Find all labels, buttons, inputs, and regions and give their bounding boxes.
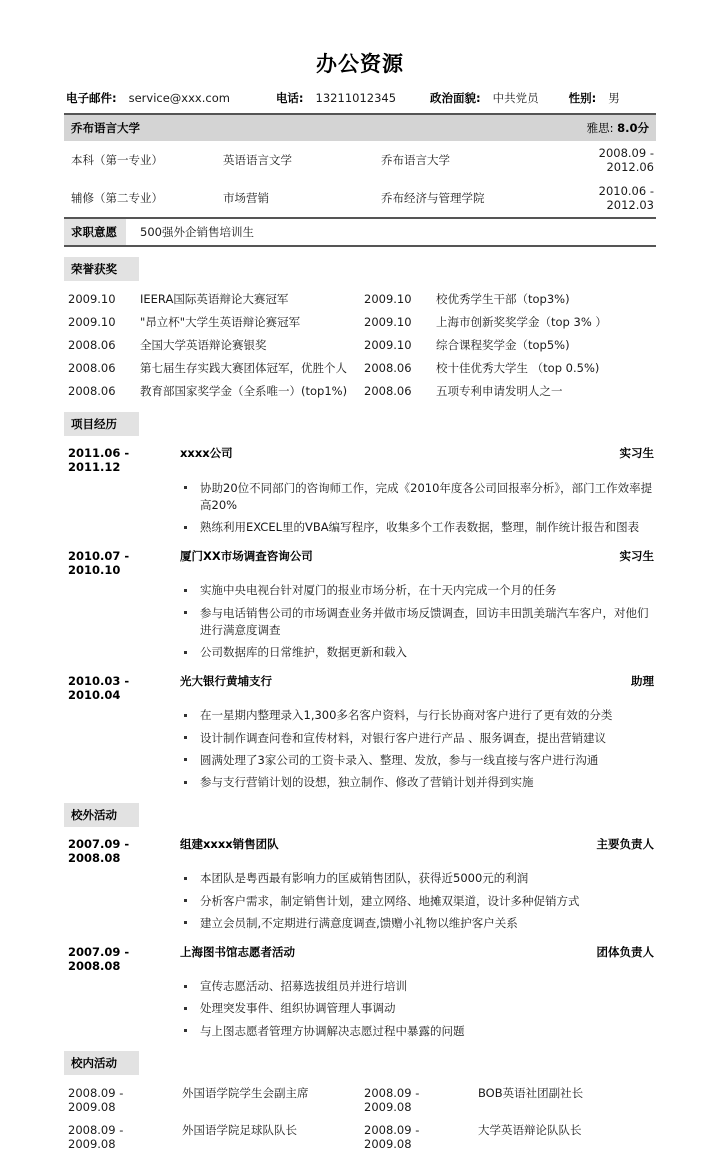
list-item: 参与支行营销计划的设想，独立制作、修改了营销计划并得到实施 xyxy=(64,772,656,794)
list-item: 建立会员制,不定期进行满意度调查,馈赠小礼物以维护客户关系 xyxy=(64,912,656,934)
experience-organization: 光大银行黄埔支行 xyxy=(180,673,272,688)
school-name: 乔布语言大学 xyxy=(71,121,140,135)
list-item xyxy=(64,333,360,356)
award-date: 2008.06 xyxy=(68,360,116,375)
award-date: 2008.06 xyxy=(68,383,116,398)
list-item: 处理突发事件、组织协调管理人事调动 xyxy=(64,998,656,1020)
campus-text: BOB英语社团副社长 xyxy=(478,1086,584,1101)
gender-label: 性别: xyxy=(568,91,597,105)
list-item: 公司数据库的日常维护，数据更新和载入 xyxy=(64,642,656,664)
list-item: 圆满处理了3家公司的工资卡录入、整理、发放，参与一线直接与客户进行沟通 xyxy=(64,749,656,771)
experience-bullets xyxy=(64,705,656,794)
experience-role: 实习生 xyxy=(619,446,654,460)
activity-header xyxy=(64,836,656,865)
education-institute: 乔布语言大学 xyxy=(381,153,450,167)
phone-value: 13211012345 xyxy=(315,91,397,105)
awards-section xyxy=(64,287,656,402)
table-row xyxy=(64,179,656,218)
awards-column-left xyxy=(64,287,360,402)
activity-organization: 上海图书馆志愿者活动 xyxy=(180,944,295,959)
on-campus-column-left xyxy=(64,1081,360,1155)
experience-entry xyxy=(64,445,656,539)
list-item xyxy=(360,379,656,402)
award-text: 第七届生存实践大赛团体冠军，优胜个人 xyxy=(140,360,347,375)
activity-role: 团体负责人 xyxy=(596,944,654,959)
page-title: 办公资源 xyxy=(316,52,404,76)
list-item xyxy=(64,356,360,379)
on-campus-section xyxy=(64,1081,656,1155)
experience-organization: 厦门XX市场调查咨询公司 xyxy=(180,548,313,563)
campus-text: 大学英语辩论队队长 xyxy=(478,1123,582,1138)
activity-bullets xyxy=(64,976,656,1043)
experience-bullets xyxy=(64,580,656,664)
education-degree: 辅修（第二专业） xyxy=(71,191,163,205)
list-item xyxy=(64,379,360,402)
activity-role: 主要负责人 xyxy=(596,836,654,851)
list-item xyxy=(360,310,656,333)
award-text: 校十佳优秀大学生 （top 0.5%) xyxy=(436,360,600,375)
on-campus-column-right xyxy=(360,1081,656,1155)
experience-role: 助理 xyxy=(631,673,654,688)
list-item: 熟练利用EXCEL里的VBA编写程序，收集多个工作表数据，整理，制作统计报告和图表 xyxy=(64,517,656,539)
list-item: 与上图志愿者管理方协调解决志愿过程中暴露的问题 xyxy=(64,1020,656,1042)
ielts-score xyxy=(587,120,649,136)
list-item: 本团队是粤西最有影响力的匡威销售团队，获得近5000元的利润 xyxy=(64,868,656,890)
award-text: "昂立杯"大学生英语辩论赛冠军 xyxy=(140,314,301,329)
ielts-label: 雅思: xyxy=(586,121,614,135)
activity-entry xyxy=(64,944,656,1043)
education-major: 市场营销 xyxy=(223,191,269,205)
award-text: 五项专利申请发明人之一 xyxy=(436,383,563,398)
award-date: 2009.10 xyxy=(68,291,116,306)
experience-header xyxy=(64,548,656,577)
list-item xyxy=(64,310,360,333)
section-header-awards: 荣誉获奖 xyxy=(64,257,139,281)
activity-header xyxy=(64,944,656,973)
list-item xyxy=(64,1118,360,1155)
list-item: 实施中央电视台针对厦门的报业市场分析，在十天内完成一个月的任务 xyxy=(64,580,656,602)
list-item xyxy=(360,1081,656,1118)
activity-bullets xyxy=(64,868,656,935)
list-item xyxy=(64,1081,360,1118)
award-text: 校优秀学生干部（top3%) xyxy=(436,291,570,306)
list-item xyxy=(360,287,656,310)
education-institute: 乔布经济与管理学院 xyxy=(381,191,485,205)
education-degree: 本科（第一专业） xyxy=(71,153,163,167)
award-date: 2009.10 xyxy=(68,314,116,329)
list-item xyxy=(360,356,656,379)
job-intention-label: 求职意愿 xyxy=(64,219,126,245)
education-date: 2010.06 - 2012.03 xyxy=(598,184,654,212)
political-status-value: 中共党员 xyxy=(492,91,539,105)
experience-entry xyxy=(64,673,656,794)
award-text: 综合课程奖学金（top5%) xyxy=(436,337,570,352)
award-date: 2009.10 xyxy=(364,291,412,306)
job-intention-value: 500强外企销售培训生 xyxy=(140,225,254,239)
education-date: 2008.09 - 2012.06 xyxy=(598,146,654,174)
campus-date: 2008.09 - 2009.08 xyxy=(68,1123,124,1152)
award-date: 2008.06 xyxy=(364,383,412,398)
experience-header xyxy=(64,445,656,474)
activity-date: 2007.09 - 2008.08 xyxy=(68,944,130,973)
award-date: 2008.06 xyxy=(364,360,412,375)
activity-organization: 组建xxxx销售团队 xyxy=(180,836,279,851)
award-text: IEERA国际英语辩论大赛冠军 xyxy=(140,291,289,306)
award-text: 教育部国家奖学金（全系唯一）(top1%) xyxy=(140,383,348,398)
award-date: 2009.10 xyxy=(364,314,412,329)
campus-date: 2008.09 - 2009.08 xyxy=(68,1086,124,1115)
list-item: 分析客户需求，制定销售计划，建立网络、地摊双渠道，设计多种促销方式 xyxy=(64,890,656,912)
list-item: 协助20位不同部门的咨询师工作，完成《2010年度各公司回报率分析》，部门工作效率提高20% xyxy=(64,477,656,517)
award-date: 2008.06 xyxy=(68,337,116,352)
campus-text: 外国语学院足球队队长 xyxy=(182,1123,297,1138)
experience-entry xyxy=(64,548,656,664)
award-text: 上海市创新奖奖学金（top 3% ） xyxy=(436,314,607,329)
table-row xyxy=(64,141,656,179)
job-intention-row xyxy=(64,219,656,247)
ielts-value: 8.0分 xyxy=(617,121,649,135)
political-status-label: 政治面貌: xyxy=(430,91,481,105)
education-table xyxy=(64,141,656,219)
section-header-on-campus: 校内活动 xyxy=(64,1051,139,1075)
education-major: 英语语言文学 xyxy=(223,153,292,167)
award-text: 全国大学英语辩论赛银奖 xyxy=(140,337,267,352)
section-header-projects: 项目经历 xyxy=(64,412,139,436)
campus-text: 外国语学院学生会副主席 xyxy=(182,1086,309,1101)
experience-date: 2010.07 - 2010.10 xyxy=(68,548,130,577)
campus-date: 2008.09 - 2009.08 xyxy=(364,1123,420,1152)
school-header-band xyxy=(64,115,656,141)
award-date: 2009.10 xyxy=(364,337,412,352)
experience-header xyxy=(64,673,656,702)
list-item: 宣传志愿活动、招募选拔组员并进行培训 xyxy=(64,976,656,998)
activity-entry xyxy=(64,836,656,935)
contact-row xyxy=(64,80,656,115)
experience-bullets xyxy=(64,477,656,539)
email-value: service@xxx.com xyxy=(128,91,230,105)
email-label: 电子邮件: xyxy=(66,91,117,105)
list-item xyxy=(360,1118,656,1155)
list-item xyxy=(64,287,360,310)
experience-date: 2011.06 - 2011.12 xyxy=(68,446,130,474)
gender-value: 男 xyxy=(608,91,620,105)
experience-organization: xxxx公司 xyxy=(180,446,233,460)
list-item xyxy=(360,333,656,356)
list-item: 设计制作调查问卷和宣传材料，对银行客户进行产品 、服务调查，提出营销建议 xyxy=(64,727,656,749)
activity-date: 2007.09 - 2008.08 xyxy=(68,836,130,865)
experience-date: 2010.03 - 2010.04 xyxy=(68,673,130,702)
phone-label: 电话: xyxy=(275,91,304,105)
experience-role: 实习生 xyxy=(619,548,654,563)
list-item: 在一星期内整理录入1,300多名客户资料，与行长协商对客户进行了更有效的分类 xyxy=(64,705,656,727)
awards-column-right xyxy=(360,287,656,402)
campus-date: 2008.09 - 2009.08 xyxy=(364,1086,420,1115)
section-header-off-campus: 校外活动 xyxy=(64,803,139,827)
list-item: 参与电话销售公司的市场调查业务并做市场反馈调查，回访丰田凯美瑞汽车客户，对他们进行满意度调查 xyxy=(64,602,656,642)
